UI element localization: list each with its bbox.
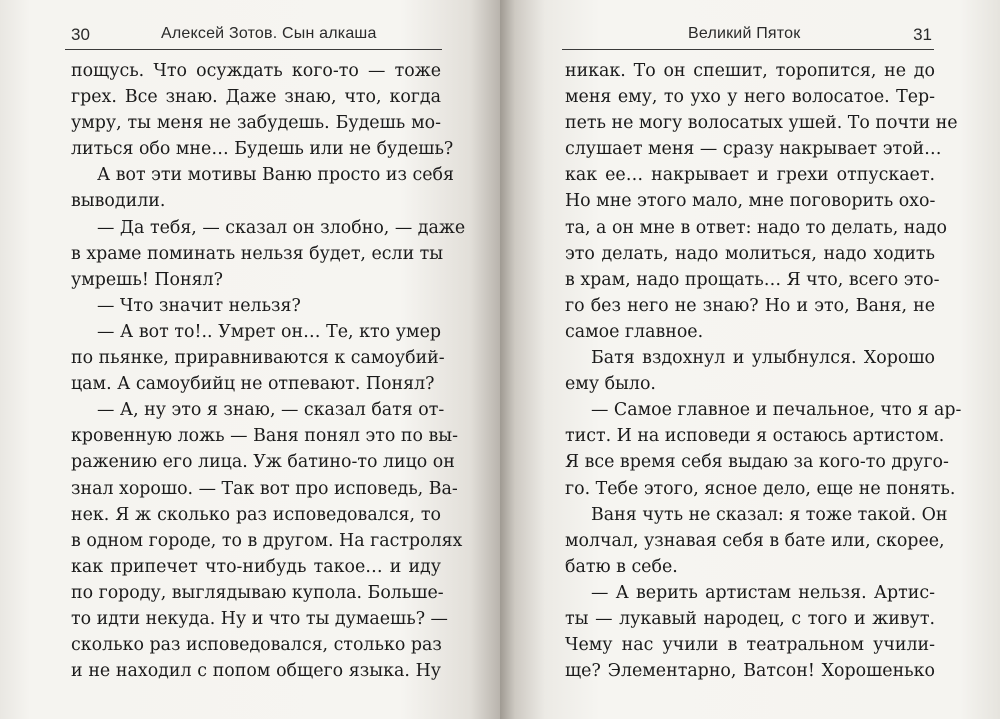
text-line: по городу, выглядываю купола. Больше-: [71, 582, 444, 603]
text-line: нек. Я ж сколько раз исповедовался, то: [71, 504, 441, 525]
text-line: го. Тебе этого, ясное дело, еще не понять.: [565, 478, 956, 499]
right-page: [500, 0, 1000, 719]
text-line: в храм, надо прощать… Я что, всего это-: [565, 269, 940, 290]
text-line: меня ему, то ухо у него волосатое. Тер-: [565, 87, 935, 108]
text-line: пощусь. Что осуждать кого-то — тоже: [71, 61, 441, 81]
text-line: в храме поминать нельзя будет, если ты: [71, 243, 444, 264]
text-line: это делать, надо молиться, надо ходить: [565, 243, 935, 264]
text-line: и не находил с попом общего языка. Ну: [71, 661, 441, 682]
text-line: — А вот то!.. Умрет он… Те, кто умер: [97, 321, 441, 342]
left-body-text: [71, 58, 466, 684]
right-running-head-title: Великий Пяток: [688, 25, 801, 42]
text-line: ему было.: [565, 374, 656, 395]
left-running-header: [65, 21, 442, 50]
text-line: в одном городе, то в другом. На гастролях: [71, 530, 463, 551]
text-line: Но мне этого мало, мне поговорить охо-: [565, 191, 936, 212]
text-line: кровенную ложь — Ваня понял это по вы-: [71, 426, 458, 447]
right-page-number: 31: [913, 25, 932, 44]
text-line: — Что значит нельзя?: [97, 295, 301, 316]
text-line: никак. То он спешит, торопится, не до: [565, 61, 935, 81]
text-line: — Да тебя, — сказал он злобно, — даже: [97, 217, 466, 238]
text-line: умрешь! Понял?: [71, 269, 223, 290]
text-line: как ее… накрывает и грехи отпускает.: [565, 165, 935, 186]
text-line: ражению его лица. Уж батино-то лицо он: [71, 452, 455, 473]
text-line: умру, ты меня не забудешь. Будешь мо-: [71, 113, 441, 134]
text-line: тист. И на исповеди я остаюсь артистом.: [565, 426, 945, 447]
right-body-text: [565, 58, 962, 684]
text-line: знал хорошо. — Так вот про исповедь, Ва-: [71, 478, 458, 499]
text-line: молчал, узнавая себя в бате или, скорее,: [565, 530, 945, 551]
text-line: Ваня чуть не сказал: я тоже такой. Он: [591, 504, 948, 525]
text-line: литься обо мне… Будешь или не будешь?: [71, 139, 454, 160]
text-line: А вот эти мотивы Ваню просто из себя: [97, 165, 454, 186]
text-line: — Самое главное и печальное, что я ар-: [591, 400, 962, 421]
text-line: как припечет что-нибудь такое… и иду: [71, 556, 441, 577]
right-running-header: [562, 21, 934, 50]
text-line: цам. А самоубийц не отпевают. Понял?: [71, 374, 435, 395]
text-line: ще? Элементарно, Ватсон! Хорошенько: [565, 661, 935, 682]
left-page-number: 30: [71, 25, 90, 44]
text-line: та, а он мне в ответ: надо то делать, надо: [565, 217, 947, 238]
text-line: Чему нас учили в театральном учили-: [565, 635, 935, 656]
text-line: самое главное.: [565, 321, 704, 342]
text-line: — А, ну это я знаю, — сказал батя от-: [97, 400, 445, 421]
text-line: грех. Все знаю. Даже знаю, что, когда: [71, 87, 441, 108]
text-line: ты — лукавый народец, с того и живут.: [565, 608, 935, 629]
text-line: петь не могу волосатых ушей. То почти не: [565, 113, 958, 134]
text-line: сколько раз исповедовался, столько раз: [71, 635, 442, 656]
text-line: выводили.: [71, 191, 166, 212]
text-line: то идти некуда. Ну и что ты думаешь? —: [71, 608, 448, 629]
text-line: — А верить артистам нельзя. Артис-: [591, 582, 935, 603]
text-line: слушает меня — сразу накрывает этой…: [565, 139, 942, 160]
text-line: батю в себе.: [565, 556, 678, 577]
text-line: по пьянке, приравниваются к самоубий-: [71, 348, 445, 369]
left-running-head-title: Алексей Зотов. Сын алкаша: [161, 25, 377, 42]
text-line: Я все время себя выдаю за кого-то друго-: [565, 452, 949, 473]
text-line: го без него не знаю? Но и это, Ваня, не: [565, 295, 935, 316]
text-line: Батя вздохнул и улыбнулся. Хорошо: [591, 348, 935, 369]
